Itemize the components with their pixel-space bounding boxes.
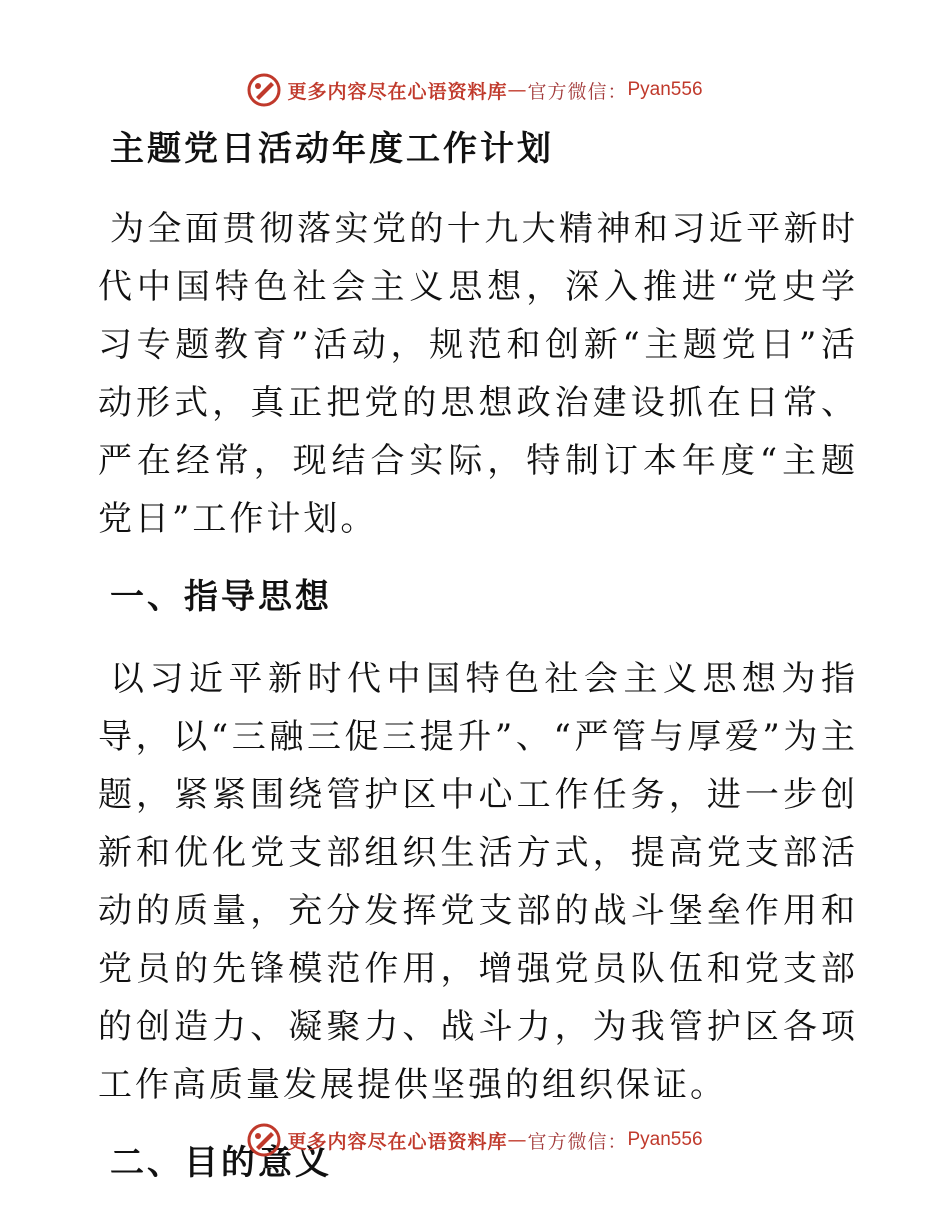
watermark-label: 官方微信： bbox=[527, 1130, 628, 1153]
brand-logo-icon bbox=[247, 73, 281, 107]
section-heading-guiding-thought: 一、指导思想 bbox=[110, 577, 332, 617]
document-title: 主题党日活动年度工作计划 bbox=[110, 129, 554, 169]
watermark-brand: 更多内容尽在心语资料库 bbox=[287, 80, 508, 103]
watermark-wechat-id: Pyan556 bbox=[627, 1129, 703, 1150]
brand-logo-icon bbox=[247, 1123, 281, 1157]
watermark-brand: 更多内容尽在心语资料库 bbox=[287, 1130, 508, 1153]
guiding-thought-paragraph: 以习近平新时代中国特色社会主义思想为指导，以“三融三促三提升”、“严管与厚爱”为主题，紧紧围绕管护区中心工作任务，进一步创新和优化党支部组织生活方式，提高党支部活动的质量，充分发挥党支部的战斗堡垒作用和党员的先锋模范作用，增强党员队伍和党支部的创造力、凝聚力、战斗力，为我管护区各项工作高质量发展提供坚强的组织保证。 bbox=[98, 659, 858, 1105]
watermark-label: 官方微信： bbox=[527, 80, 628, 103]
footer-watermark bbox=[0, 1120, 950, 1160]
header-watermark bbox=[0, 70, 950, 110]
watermark-separator: — bbox=[507, 1129, 528, 1151]
intro-paragraph: 为全面贯彻落实党的十九大精神和习近平新时代中国特色社会主义思想，深入推进“党史学习专题教育”活动，规范和创新“主题党日”活动形式，真正把党的思想政治建设抓在日常、严在经常，现结合实际，特制订本年度“主题党日”工作计划。 bbox=[98, 209, 858, 539]
watermark-separator: — bbox=[507, 79, 528, 101]
section-heading-purpose: 二、目的意义 bbox=[110, 1143, 332, 1183]
watermark-wechat-id: Pyan556 bbox=[627, 79, 703, 100]
document-body bbox=[98, 122, 858, 1216]
